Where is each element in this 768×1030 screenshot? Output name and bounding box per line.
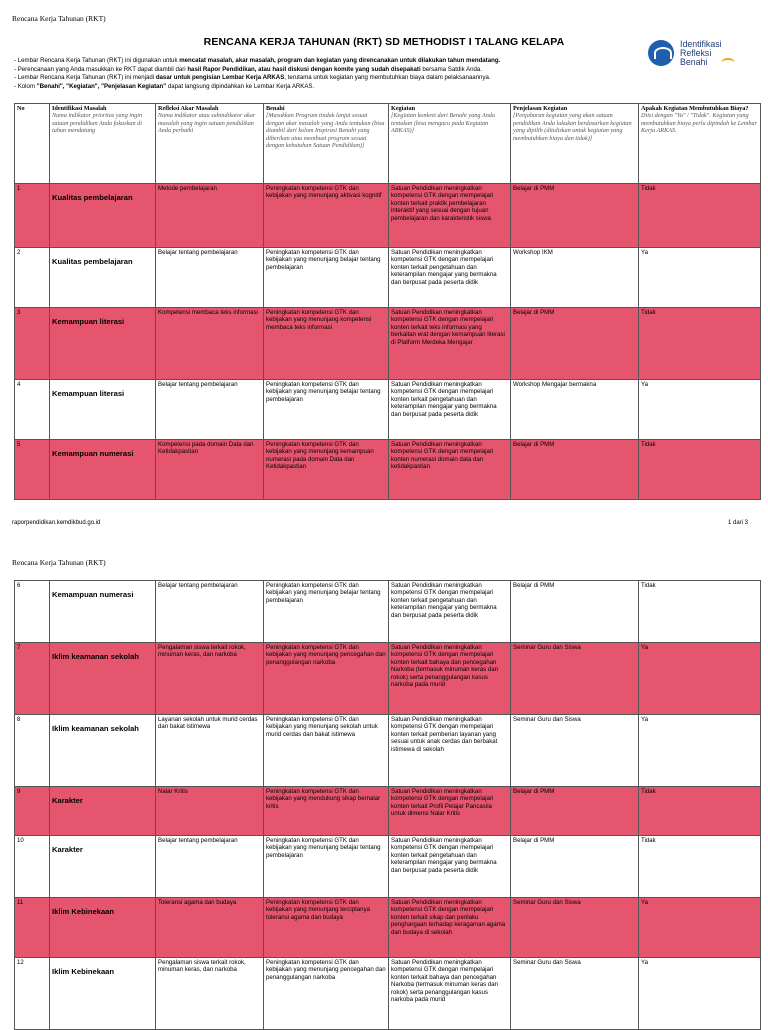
row-number: 3 [15,308,50,380]
refleksi-akar-masalah: Pengalaman siswa terkait rokok, minuman keras, dan narkoba [156,958,264,1030]
table-row [15,715,761,787]
table-row [15,184,761,248]
membutuhkan-biaya: Ya [639,248,761,308]
table-row [15,248,761,308]
membutuhkan-biaya: Ya [639,715,761,787]
identifikasi-masalah: Kemampuan numerasi [50,440,156,500]
kegiatan: Satuan Pendidikan meningkatkan kompetensi GTK dengan mempelajari konten terkait bahaya dan pencegahan Narkoba (termasuk minuman keras dan rokok) serta penanggulangan kasus narkoba pada murid [389,643,511,715]
column-header-description: [Kegiatan konkret dari Benahi yang Anda tentukan (bisa mengacu pada Kegiatan ARKAS)] [391,112,495,135]
row-number: 11 [15,898,50,958]
column-header [511,104,639,184]
row-number: 1 [15,184,50,248]
column-header-title: No [17,105,25,112]
table-row [15,898,761,958]
membutuhkan-biaya: Ya [639,380,761,440]
page-number: 1 dari 3 [728,520,749,526]
refleksi-akar-masalah: Kompetensi membaca teks informasi [156,308,264,380]
identifikasi-masalah: Kualitas pembelajaran [50,184,156,248]
table-row [15,581,761,643]
identifikasi-masalah: Iklim keamanan sekolah [50,643,156,715]
penjelasan-kegiatan: Seminar Guru dan Siswa [511,715,639,787]
identifikasi-masalah: Kemampuan literasi [50,380,156,440]
note-line: - Kolom "Benahi", "Kegiatan", "Penjelasan Kegiatan" dapat langsung dipindahkan ke Lembar Kerja ARKAS. [14,82,315,90]
benahi: Peningkatan kompetensi GTK dan kebijakan yang mendukung sikap bernalar kritis [264,787,389,836]
identifikasi-masalah: Kualitas pembelajaran [50,248,156,308]
penjelasan-kegiatan: Belajar di PMM [511,787,639,836]
column-header-description: Diisi dengan "Ya" / "Tidak". Kegiatan yang membutuhkan biaya perlu dipindah ke Lembar Kerja ARKAS. [641,112,757,135]
penjelasan-kegiatan: Seminar Guru dan Siswa [511,643,639,715]
table-row [15,787,761,836]
kegiatan: Satuan Pendidikan meningkatkan kompetensi GTK dengan mempelajari konten terkait pengetahuan dan keterampilan mengajar yang bermakna dan berpusat pada peserta didik [389,581,511,643]
identifikasi-masalah: Karakter [50,787,156,836]
column-header-description: Nama indikator prioritas yang ingin satuan pendidikan Anda fokuskan di tahun mendatang [52,112,143,135]
benahi: Peningkatan kompetensi GTK dan kebijakan yang menunjang terciptanya toleransi agama dan budaya [264,898,389,958]
refleksi-akar-masalah: Nalar Kritis [156,787,264,836]
identifikasi-masalah: Kemampuan numerasi [50,581,156,643]
footer-url: raporpendidikan.kemdikbud.go.id [12,520,101,526]
column-header-description: Nama indikator atau subindikator akar masalah yang ingin satuan pendidikan Anda perbaiki [158,112,256,135]
penjelasan-kegiatan: Belajar di PMM [511,581,639,643]
row-number: 12 [15,958,50,1030]
membutuhkan-biaya: Ya [639,898,761,958]
logo-emblem-icon [648,40,674,66]
logo-text-2: Refleksi [680,48,712,58]
membutuhkan-biaya: Tidak [639,184,761,248]
logo-swoosh-icon [721,58,735,68]
kegiatan: Satuan Pendidikan meningkatkan kompetensi GTK dengan mempelajari konten numerasi domain data dan ketidakpastian [389,440,511,500]
column-header [156,104,264,184]
column-header-title: Refleksi Akar Masalah [158,105,219,112]
kegiatan: Satuan Pendidikan meningkatkan kompetensi GTK dengan mempelajari konten terkait pengetahuan dan keterampilan mengajar yang bermakna dan berpusat pada peserta didik [389,380,511,440]
benahi: Peningkatan kompetensi GTK dan kebijakan yang menunjang pencegahan dan penanggulangan narkoba [264,958,389,1030]
kegiatan: Satuan Pendidikan meningkatkan kompetensi GTK dengan mempelajari konten terkait pengetahuan dan keterampilan mengajar yang bermakna dan berpusat pada peserta didik [389,836,511,898]
penjelasan-kegiatan: Workshop Mengajar bermakna [511,380,639,440]
row-number: 5 [15,440,50,500]
logo [648,38,740,72]
identifikasi-masalah: Iklim Kebinekaan [50,958,156,1030]
page-2 [0,548,768,1024]
running-header: Rencana Kerja Tahunan (RKT) [12,14,106,23]
column-header-description: [Penjabaran kegiatan yang akan satuan pendidikan Anda lakukan berdasarkan kegiatan yang dipilih (dituliskan untuk kegiatan yang membutuhkan biaya dan tidak)] [513,112,632,142]
rkt-table-page-1 [14,103,761,500]
column-header [639,104,761,184]
row-number: 2 [15,248,50,308]
kegiatan: Satuan Pendidikan meningkatkan kompetensi GTK dengan mempelajari konten terkait sikap dan perilaku penghargaan terhadap keragaman agama dan budaya di sekolah [389,898,511,958]
table-row [15,643,761,715]
penjelasan-kegiatan: Belajar di PMM [511,836,639,898]
refleksi-akar-masalah: Toleransi agama dan budaya [156,898,264,958]
identifikasi-masalah: Karakter [50,836,156,898]
document-title: RENCANA KERJA TAHUNAN (RKT) SD METHODIST I TALANG KELAPA [203,36,565,48]
membutuhkan-biaya: Tidak [639,836,761,898]
row-number: 4 [15,380,50,440]
refleksi-akar-masalah: Layanan sekolah untuk murid cerdas dan bakat istimewa [156,715,264,787]
logo-text-1: Identifikasi [680,39,722,49]
instruction-notes [14,57,634,91]
refleksi-akar-masalah: Belajar tentang pembelajaran [156,380,264,440]
column-header-title: Penjelasan Kegiatan [513,105,568,112]
benahi: Peningkatan kompetensi GTK dan kebijakan yang menunjang belajar tentang pembelajaran [264,836,389,898]
refleksi-akar-masalah: Pengalaman siswa terkait rokok, minuman keras, dan narkoba [156,643,264,715]
row-number: 8 [15,715,50,787]
table-row [15,440,761,500]
row-number: 6 [15,581,50,643]
membutuhkan-biaya: Ya [639,643,761,715]
page-gap [0,534,768,548]
benahi: Peningkatan kompetensi GTK dan kebijakan yang menunjang kompetensi membaca teks informasi [264,308,389,380]
penjelasan-kegiatan: Belajar di PMM [511,308,639,380]
refleksi-akar-masalah: Kompetensi pada domain Data dan Ketidakpastian [156,440,264,500]
membutuhkan-biaya: Tidak [639,787,761,836]
kegiatan: Satuan Pendidikan meningkatkan kompetensi GTK dengan mempelajari konten terkait teks informasi yang berkaitan erat dengan kemampuan literasi di Platform Merdeka Mengajar [389,308,511,380]
identifikasi-masalah: Iklim keamanan sekolah [50,715,156,787]
table-row [15,380,761,440]
penjelasan-kegiatan: Seminar Guru dan Siswa [511,898,639,958]
identifikasi-masalah: Kemampuan literasi [50,308,156,380]
membutuhkan-biaya: Tidak [639,440,761,500]
kegiatan: Satuan Pendidikan meningkatkan kompetensi GTK dengan mempelajari konten terkait pemberian layanan yang sesuai untuk anak cerdas dan berbakat istimewa di sekolah [389,715,511,787]
refleksi-akar-masalah: Belajar tentang pembelajaran [156,836,264,898]
column-header-description: [Masukkan Program tindak lanjut sesuai dengan akar masalah yang Anda tentukan (bisa diambil dari kolom Inspirasi Benahi yang diberikan atau membuat program sesuai dengan kebutuhan Satuan Pendidikan)] [266,112,385,150]
logo-text-3: Benahi [680,57,708,67]
column-header-title: Kegiatan [391,105,416,112]
kegiatan: Satuan Pendidikan meningkatkan kompetensi GTK dengan mempelajari konten terkait praktik pembelajaran interaktif yang sesuai dengan tujuan pembelajaran dan karakteristik siswa [389,184,511,248]
membutuhkan-biaya: Ya [639,958,761,1030]
kegiatan: Satuan Pendidikan meningkatkan kompetensi GTK dengan mempelajari konten terkait Profil Pelajar Pancasila untuk dimensi Nalar Kritis [389,787,511,836]
refleksi-akar-masalah: Belajar tentang pembelajaran [156,581,264,643]
column-header [389,104,511,184]
column-header-title: Benahi [266,105,285,112]
identifikasi-masalah: Iklim Kebinekaan [50,898,156,958]
refleksi-akar-masalah: Metode pembelajaran [156,184,264,248]
benahi: Peningkatan kompetensi GTK dan kebijakan yang menunjang belajar tentang pembelajaran [264,581,389,643]
benahi: Peningkatan kompetensi GTK dan kebijakan yang menunjang belajar tentang pembelajaran [264,248,389,308]
penjelasan-kegiatan: Belajar di PMM [511,440,639,500]
column-header [50,104,156,184]
table-header-row [15,104,761,184]
table-row [15,836,761,898]
table-row [15,958,761,1030]
column-header [15,104,50,184]
refleksi-akar-masalah: Belajar tentang pembelajaran [156,248,264,308]
kegiatan: Satuan Pendidikan meningkatkan kompetensi GTK dengan mempelajari konten terkait pengetahuan dan keterampilan mengajar yang bermakna dan berpusat pada peserta didik [389,248,511,308]
column-header-title: Identifikasi Masalah [52,105,107,112]
note-line: - Lembar Rencana Kerja Tahunan (RKT) ini menjadi dasar untuk pengisian Lembar Kerja ARKAS, terutama untuk kegiatan yang membutuhkan biaya dalam pelaksanaannya. [14,74,491,82]
row-number: 10 [15,836,50,898]
row-number: 7 [15,643,50,715]
kegiatan: Satuan Pendidikan meningkatkan kompetensi GTK dengan mempelajari konten terkait bahaya dan pencegahan Narkoba (termasuk minuman keras dan rokok) serta penanggulangan kasus narkoba pada murid [389,958,511,1030]
benahi: Peningkatan kompetensi GTK dan kebijakan yang menunjang pencegahan dan penanggulangan narkoba [264,643,389,715]
penjelasan-kegiatan: Workshop IKM [511,248,639,308]
column-header [264,104,389,184]
penjelasan-kegiatan: Belajar di PMM [511,184,639,248]
benahi: Peningkatan kompetensi GTK dan kebijakan yang menunjang aktivasi kognitif [264,184,389,248]
rkt-table-page-2 [14,580,761,1030]
benahi: Peningkatan kompetensi GTK dan kebijakan yang menunjang belajar tentang pembelajaran [264,380,389,440]
membutuhkan-biaya: Tidak [639,581,761,643]
note-line: - Perencanaan yang Anda masukkan ke RKT dapat diambil dari hasil Rapor Pendidikan, atau hasil diskusi dengan komite yang sudah disepakati bersama Satdik Anda. [14,65,482,73]
membutuhkan-biaya: Tidak [639,308,761,380]
benahi: Peningkatan kompetensi GTK dan kebijakan yang menunjang sekolah untuk murid cerdas dan bakat istimewa [264,715,389,787]
row-number: 9 [15,787,50,836]
note-line: - Lembar Rencana Kerja Tahunan (RKT) ini digunakan untuk mencatat masalah, akar masalah, program dan kegiatan yang direncanakan untuk dilakukan tahun mendatang. [14,57,501,64]
penjelasan-kegiatan: Seminar Guru dan Siswa [511,958,639,1030]
column-header-title: Apakah Kegiatan Membutuhkan Biaya? [641,105,749,112]
benahi: Peningkatan kompetensi GTK dan kebijakan yang menunjang kemampuan numerasi pada domain Data dan Ketidakpastian [264,440,389,500]
running-header-2: Rencana Kerja Tahunan (RKT) [12,558,106,567]
table-row [15,308,761,380]
